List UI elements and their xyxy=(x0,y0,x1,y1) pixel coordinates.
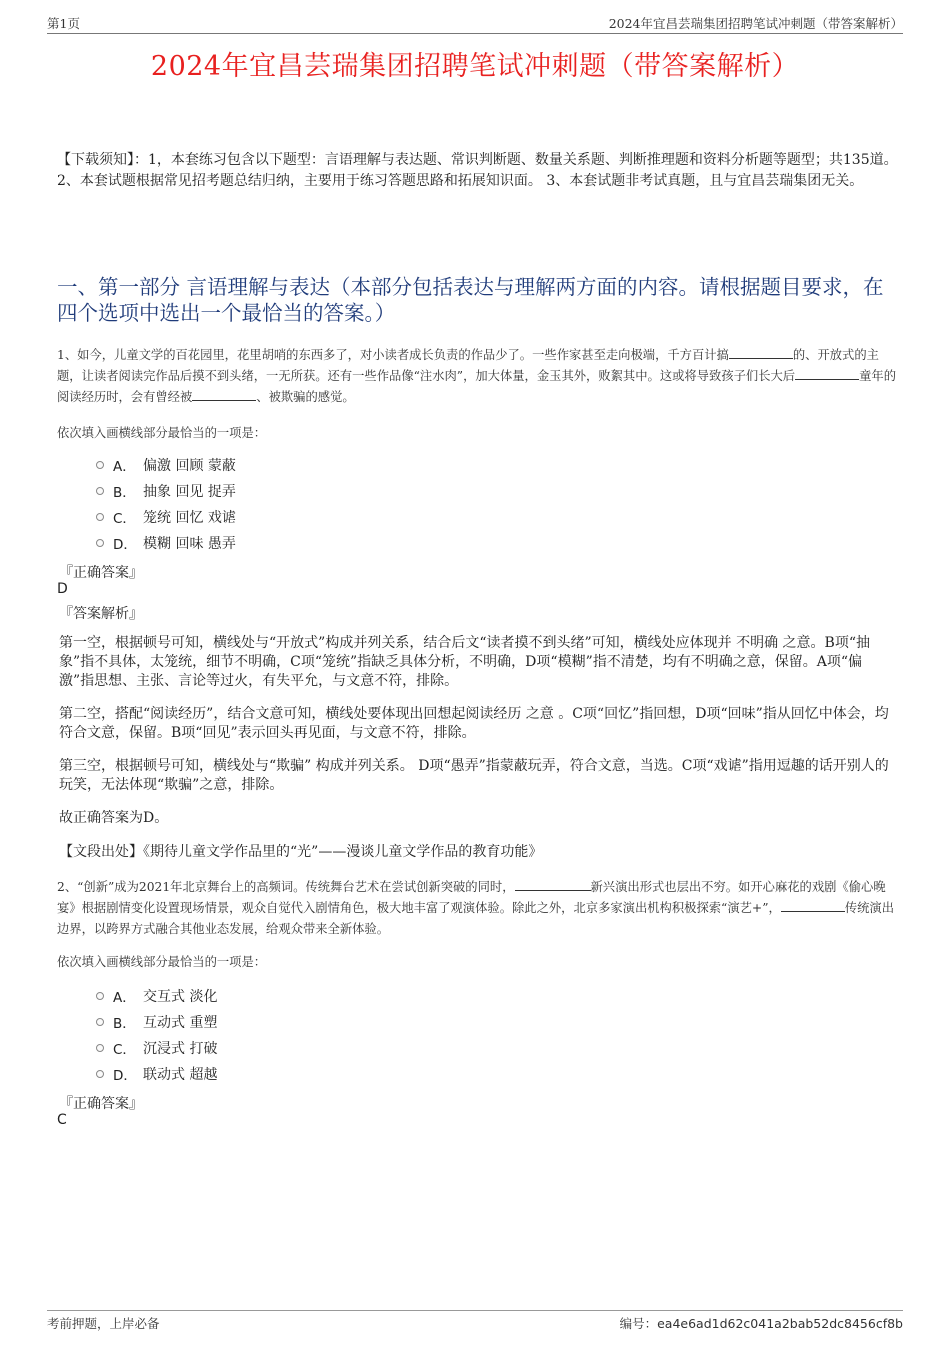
answer-blank xyxy=(192,388,256,401)
radio-icon[interactable] xyxy=(96,539,104,547)
document-code: 编号：ea4e6ad1d62c041a2bab52dc8456cf8b xyxy=(619,1316,903,1331)
option-b[interactable]: B． 互动式 重塑 xyxy=(96,1009,217,1035)
analysis-paragraph: 第三空，根据顿号可知，横线处与“欺骗” 构成并列关系。 D项“愚弄”指蒙蔽玩弄，符合文意，当选。C项“戏谑”指用逗趣的话开别人的玩笑，无法体现“欺骗”之意，排除。 xyxy=(59,758,889,793)
radio-icon[interactable] xyxy=(96,487,104,495)
analysis-label: 『答案解析』 xyxy=(59,606,143,622)
header-divider xyxy=(47,33,903,34)
question-2-prompt: 依次填入画横线部分最恰当的一项是： xyxy=(57,955,267,969)
analysis-paragraph: 第一空，根据顿号可知，横线处与“开放式”构成并列关系，结合后文“读者摸不到头绪”可知，横线处应体现并 不明确 之意。B项“抽象”指不具体，太笼统，细节不明确，C项“笼统”指缺乏具体分析，不明确，D项“模糊”指不清楚，均有不明确之意，保留。A项“偏激”指思想、主张、言论等过火，有失平允，与文意不符，排除。 xyxy=(59,635,870,689)
question-1-prompt: 依次填入画横线部分最恰当的一项是： xyxy=(57,426,267,440)
footer-slogan: 考前押题，上岸必备 xyxy=(47,1316,160,1331)
header-doc-title: 2024年宜昌芸瑞集团招聘笔试冲刺题（带答案解析） xyxy=(608,16,903,31)
radio-icon[interactable] xyxy=(96,461,104,469)
radio-icon[interactable] xyxy=(96,1044,104,1052)
question-1-text: 1、如今，儿童文学的百花园里，花里胡哨的东西多了，对小读者成长负责的作品少了。一些作家甚至走向极端，千方百计搞 的、开放式的主题，让读者阅读完作品后摸不到头绪，一无所获。还有一些作品像“注水肉”，加大体量，金玉其外，败絮其中。这或将导致孩子们长大后 童年的阅读经历时，会有曾经被 、被欺骗的感觉。 xyxy=(57,348,896,404)
option-d[interactable]: D． 联动式 超越 xyxy=(96,1061,217,1087)
correct-answer: C xyxy=(57,1112,67,1128)
download-notice: 【下载须知】：1，本套练习包含以下题型：言语理解与表达题、常识判断题、数量关系题、判断推理题和资料分析题等题型；共135道。 2、本套试题根据常见招考题总结归纳，主要用于练习答题思路和拓展知识面。 3、本套试题非考试真题，且与宜昌芸瑞集团无关。 xyxy=(57,152,898,189)
answer-blank xyxy=(795,367,859,380)
radio-icon[interactable] xyxy=(96,513,104,521)
passage-source: 【文段出处】《期待儿童文学作品里的“光”——漫谈儿童文学作品的教育功能》 xyxy=(59,844,543,860)
answer-blank xyxy=(781,899,845,912)
question-2-text: 2、“创新”成为2021年北京舞台上的高频词。传统舞台艺术在尝试创新突破的同时， 新兴演出形式也层出不穷。如开心麻花的戏剧《偷心晚宴》根据剧情变化设置现场情景，观众自觉代入剧情角色，极大地丰富了观演体验。除此之外，北京多家演出机构积极探索“演艺+”， 传统演出边界，以跨界方式融合其他业态发展，给观众带来全新体验。 xyxy=(57,880,895,936)
correct-answer-label: 『正确答案』 xyxy=(59,565,143,581)
option-c[interactable]: C． 笼统 回忆 戏谑 xyxy=(96,504,236,530)
option-d[interactable]: D． 模糊 回味 愚弄 xyxy=(96,530,236,556)
question-2-options xyxy=(96,983,217,1087)
option-b[interactable]: B． 抽象 回见 捉弄 xyxy=(96,478,236,504)
radio-icon[interactable] xyxy=(96,1070,104,1078)
option-c[interactable]: C． 沉浸式 打破 xyxy=(96,1035,217,1061)
section-heading: 一、第一部分 言语理解与表达（本部分包括表达与理解两方面的内容。请根据题目要求，在四个选项中选出一个最恰当的答案。） xyxy=(57,275,884,325)
radio-icon[interactable] xyxy=(96,1018,104,1026)
radio-icon[interactable] xyxy=(96,992,104,1000)
correct-answer: D xyxy=(57,581,68,597)
analysis-paragraph: 第二空，搭配“阅读经历”，结合文意可知，横线处要体现出回想起阅读经历 之意 。C项“回忆”指回想，D项“回味”指从回忆中体会，均符合文意，保留。B项“回见”表示回头再见面，与文意不符，排除。 xyxy=(59,706,889,741)
analysis-conclusion: 故正确答案为D。 xyxy=(59,810,169,826)
page-number: 第1页 xyxy=(47,16,80,31)
correct-answer-label: 『正确答案』 xyxy=(59,1096,143,1112)
question-1-options xyxy=(96,452,236,556)
page-title: 2024年宜昌芸瑞集团招聘笔试冲刺题（带答案解析） xyxy=(150,51,800,82)
option-a[interactable]: A． 偏激 回顾 蒙蔽 xyxy=(96,452,236,478)
answer-blank xyxy=(729,346,793,359)
answer-blank xyxy=(515,878,591,891)
footer-divider xyxy=(47,1310,903,1311)
option-a[interactable]: A． 交互式 淡化 xyxy=(96,983,217,1009)
